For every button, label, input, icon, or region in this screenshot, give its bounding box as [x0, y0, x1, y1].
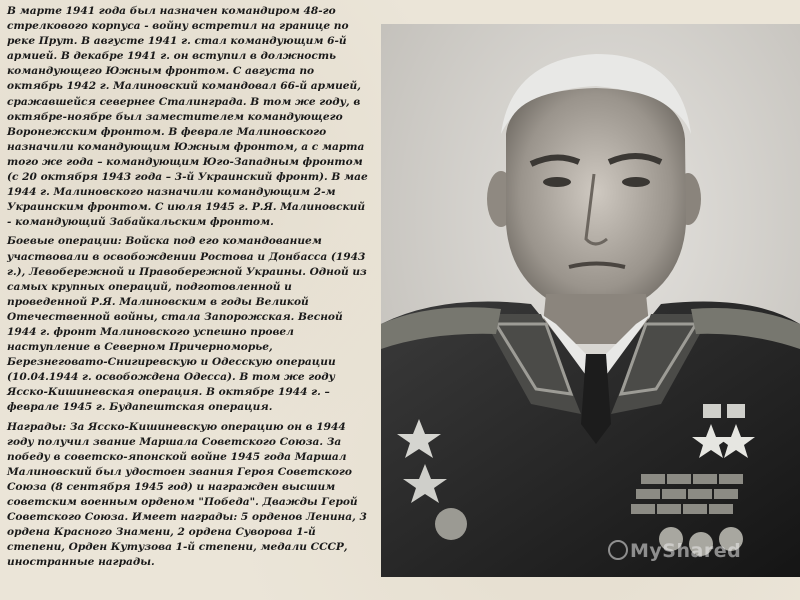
watermark — [608, 540, 741, 562]
paragraph-operations: Боевые операции: Войска под его командованием участвовали в освобождении Ростова и Донбасса (1943 г.), Левобережной и Правобережной Украины. Одной из самых крупных операций, подготовленной и проведенной Р.Я. Малиновским в годы Великой Отечественной войны, стала Запорожская. Весной 1944 г. фронт Малиновского успешно провел наступление в Северном Причерноморье, Березнеговато-Снигиревскую и Одесскую операции (10.04.1944 г. освобождена Одесса). В том же году Ясско-Кишиневская операция. В октябре 1944 г. – феврале 1945 г. Будапештская операция. — [7, 235, 367, 414]
paragraph-awards: Награды: За Ясско-Кишиневскую операцию он в 1944 году получил звание Маршала Советского Союза. За победу в советско-японской войне 1945 года Маршал Малиновский был удостоен звания Героя Советского Союза (8 сентября 1945 год) и награжден высшим советским военным орденом "Победа". Дважды Герой Советского Союза. Имеет награды: 5 орденов Ленина, 3 ордена Красного Знамени, 2 ордена Суворова 1-й степени, Орден Кутузова 1-й степени, медали СССР, иностранные награды. — [7, 420, 367, 569]
paragraph-career: В марте 1941 года был назначен командиром 48-го стрелкового корпуса - войну встретил на границе по реке Прут. В августе 1941 г. стал командующим 6-й армией. В декабре 1941 г. он вступил в должность командующего Южным фронтом. С августа по октябрь 1942 г. Малиновский командовал 66-й армией, сражавшейся севернее Сталинграда. В том же году, в октябре-ноябре был заместителем командующего Воронежским фронтом. В феврале Малиновского назначили командующим Южным фронтом, а с марта того же года – командующим Юго-Западным фронтом (с 20 октября 1943 года – 3-й Украинский фронт). В мае 1944 г. Малиновского назначили командующим 2-м Украинским фронтом. С июля 1945 г. Р.Я. Малиновский - командующий Забайкальским фронтом. — [7, 5, 368, 229]
portrait-photo — [381, 24, 800, 577]
biography-text — [7, 4, 373, 574]
watermark-text: MyShared — [630, 540, 742, 562]
myshared-logo-icon — [608, 540, 628, 560]
